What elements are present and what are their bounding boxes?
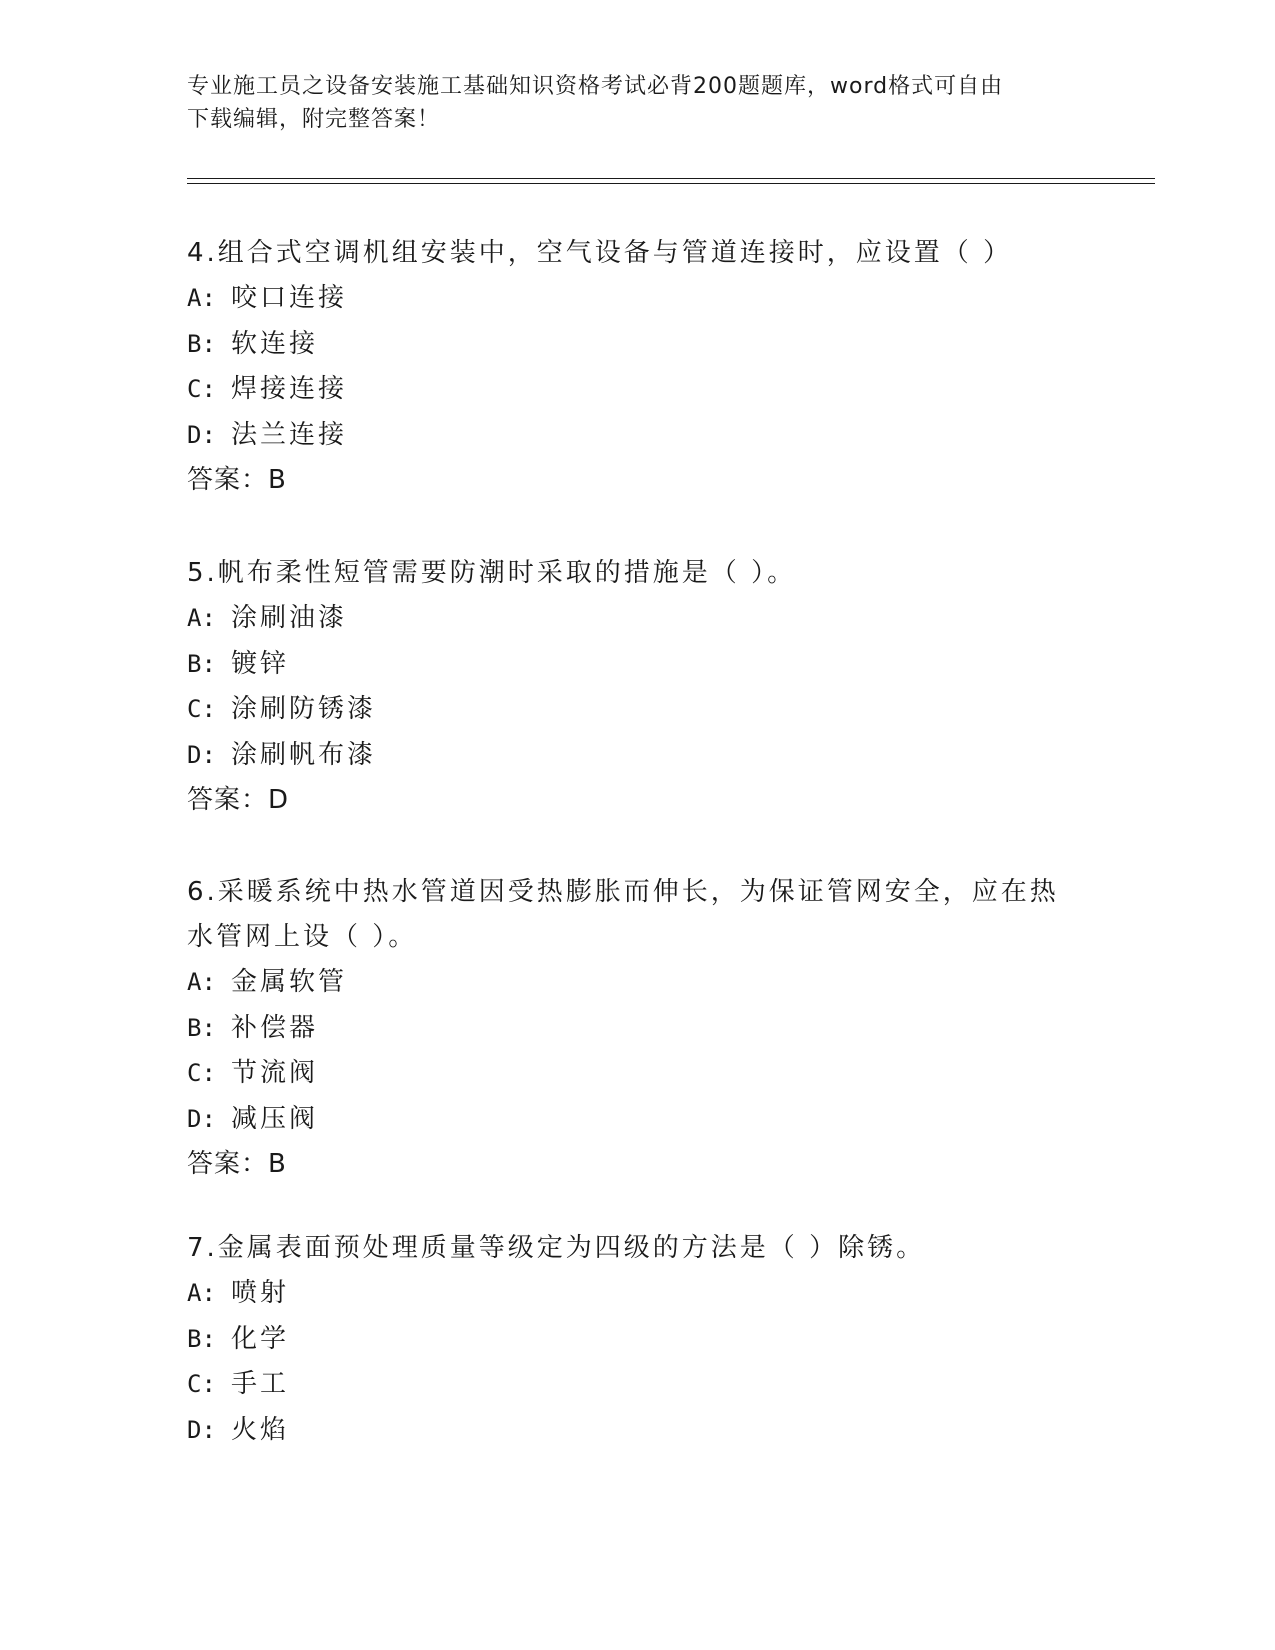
option-letter: B: bbox=[187, 329, 216, 358]
option-text: 涂刷防锈漆 bbox=[231, 694, 377, 724]
option-letter: C: bbox=[187, 1370, 216, 1398]
question-7 bbox=[187, 1226, 1087, 1453]
option-d bbox=[187, 1097, 1087, 1143]
option-text: 火焰 bbox=[231, 1414, 290, 1445]
option-d bbox=[187, 1408, 1087, 1454]
option-text: 化学 bbox=[231, 1323, 290, 1354]
document-header bbox=[187, 70, 1067, 136]
option-text: 喷射 bbox=[231, 1278, 290, 1308]
option-d bbox=[187, 733, 1087, 779]
option-text: 镀锌 bbox=[231, 648, 290, 679]
answer-label: 答案： bbox=[187, 465, 269, 495]
option-letter: A: bbox=[187, 604, 216, 632]
question-stem: 4.组合式空调机组安装中，空气设备与管道连接时，应设置（ ） bbox=[187, 238, 1013, 268]
option-c bbox=[187, 367, 1087, 413]
option-letter: D: bbox=[187, 420, 216, 449]
option-text: 补偿器 bbox=[231, 1012, 319, 1043]
option-b bbox=[187, 322, 1087, 368]
option-letter: C: bbox=[187, 1059, 216, 1087]
option-text: 节流阀 bbox=[231, 1058, 319, 1088]
option-letter: D: bbox=[187, 1415, 216, 1444]
answer-value: B bbox=[268, 1149, 287, 1179]
option-text: 金属软管 bbox=[231, 967, 348, 997]
header-line-1: 专业施工员之设备安装施工基础知识资格考试必背200题题库，word格式可自由 bbox=[187, 74, 1004, 99]
option-text: 焊接连接 bbox=[231, 374, 348, 404]
question-4 bbox=[187, 231, 1087, 504]
option-b bbox=[187, 1006, 1087, 1052]
answer-value: B bbox=[268, 465, 287, 495]
option-letter: D: bbox=[187, 1104, 216, 1133]
option-text: 涂刷帆布漆 bbox=[231, 739, 377, 770]
question-stem: 7.金属表面预处理质量等级定为四级的方法是（ ）除锈。 bbox=[187, 1233, 926, 1263]
question-6 bbox=[187, 870, 1087, 1188]
header-divider-top bbox=[187, 178, 1155, 179]
question-stem: 5.帆布柔性短管需要防潮时采取的措施是（ ）。 bbox=[187, 558, 797, 588]
option-letter: C: bbox=[187, 375, 216, 403]
option-letter: D: bbox=[187, 740, 216, 769]
answer-line bbox=[187, 1142, 1087, 1188]
option-b bbox=[187, 1317, 1087, 1363]
option-letter: A: bbox=[187, 968, 216, 996]
option-letter: B: bbox=[187, 1324, 216, 1353]
option-d bbox=[187, 413, 1087, 459]
question-stem-line-1: 6.采暖系统中热水管道因受热膨胀而伸长，为保证管网安全，应在热 bbox=[187, 877, 1059, 907]
option-a bbox=[187, 960, 1087, 1006]
option-letter: A: bbox=[187, 284, 216, 312]
option-c bbox=[187, 687, 1087, 733]
option-text: 涂刷油漆 bbox=[231, 603, 348, 633]
answer-line bbox=[187, 458, 1087, 504]
option-c bbox=[187, 1362, 1087, 1408]
question-5 bbox=[187, 551, 1087, 824]
option-c bbox=[187, 1051, 1087, 1097]
answer-value: D bbox=[268, 785, 290, 815]
option-a bbox=[187, 596, 1087, 642]
answer-label: 答案： bbox=[187, 1149, 269, 1179]
option-a bbox=[187, 276, 1087, 322]
option-b bbox=[187, 642, 1087, 688]
option-letter: C: bbox=[187, 695, 216, 723]
option-text: 软连接 bbox=[231, 328, 319, 359]
question-stem-line-2: 水管网上设（ ）。 bbox=[187, 922, 418, 952]
header-divider-bottom bbox=[187, 183, 1155, 184]
option-letter: A: bbox=[187, 1279, 216, 1307]
option-letter: B: bbox=[187, 1013, 216, 1042]
answer-line bbox=[187, 778, 1087, 824]
option-text: 法兰连接 bbox=[231, 419, 348, 450]
answer-label: 答案： bbox=[187, 785, 269, 815]
header-line-2: 下载编辑，附完整答案！ bbox=[187, 107, 441, 132]
option-letter: B: bbox=[187, 649, 216, 678]
option-text: 咬口连接 bbox=[231, 283, 348, 313]
option-a bbox=[187, 1271, 1087, 1317]
option-text: 手工 bbox=[231, 1369, 290, 1399]
option-text: 减压阀 bbox=[231, 1103, 319, 1134]
